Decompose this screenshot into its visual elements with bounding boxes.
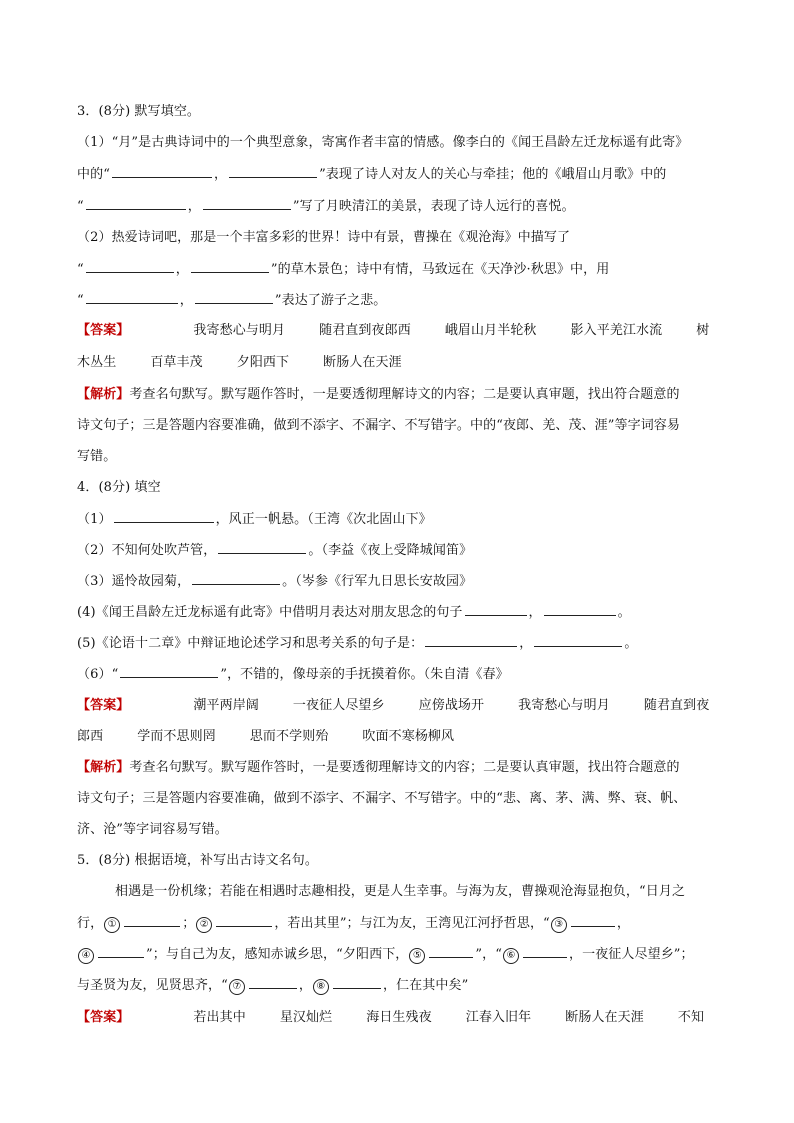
text: (4)《闻王昌龄左迁龙标遥有此寄》中借明月表达对朋友思念的句子	[77, 605, 463, 620]
fill-blank[interactable]	[523, 945, 567, 958]
answer-item: 树	[696, 323, 710, 338]
text: ，	[179, 293, 193, 308]
fill-blank[interactable]	[114, 510, 214, 523]
q3-line-6	[77, 291, 386, 310]
fill-blank[interactable]	[86, 197, 186, 210]
text: 。（李益《夜上受降城闻笛》	[308, 543, 473, 558]
fill-blank[interactable]	[465, 603, 527, 616]
text: （2）不知何处吹芦管，	[77, 543, 217, 558]
q3-answer-line-2	[77, 354, 436, 372]
text: “	[77, 199, 84, 214]
answer-tag: 【答案】	[77, 698, 130, 713]
text: “	[77, 293, 84, 308]
text: ，	[528, 605, 542, 620]
q5-paragraph-line-3	[77, 945, 694, 964]
blank-number-2: ②	[196, 917, 212, 933]
q3-analysis-line-3: 写错。	[77, 449, 117, 464]
q4-item-4	[77, 603, 631, 622]
answer-item: 学而不思则罔	[137, 729, 216, 744]
answer-item: 随君直到夜郎西	[319, 323, 411, 338]
q3-line-2	[77, 165, 666, 184]
text: 中的“	[77, 167, 110, 182]
text: ，	[298, 978, 312, 993]
fill-blank[interactable]	[544, 603, 616, 616]
text: ，	[616, 916, 630, 931]
blank-number-4: ④	[78, 948, 94, 964]
answer-item: 夕阳西下	[236, 355, 290, 370]
answer-item: 不知	[677, 1010, 705, 1025]
q5-paragraph-line-1: 相遇是一份机缘；若能在相遇时志趣相投，更是人生幸事。与海为友，曹操观沧海显抱负，“日月之	[115, 884, 686, 899]
blank-number-5: ⑤	[409, 948, 425, 964]
q3-line-4: （2）热爱诗词吧，那是一个丰富多彩的世界！诗中有景，曹操在《观沧海》中描写了	[77, 230, 571, 245]
text: ”，“	[475, 947, 502, 962]
fill-blank[interactable]	[203, 197, 291, 210]
text: “	[77, 262, 84, 277]
q4-answer-line-1	[77, 697, 709, 715]
q4-analysis-line-2: 诗文句子；三是答题内容要准确，做到不添字、不漏字、不写错字。中的“悲、离、茅、满、弊、衰、帆、	[77, 791, 687, 806]
text: ，	[213, 167, 228, 182]
fill-blank[interactable]	[218, 541, 306, 554]
fill-blank[interactable]	[192, 572, 280, 585]
q3-line-5	[77, 260, 609, 279]
fill-blank[interactable]	[124, 914, 180, 927]
text: ，	[175, 262, 189, 277]
analysis-text: 考查名句默写。默写题作答时，一是要透彻理解诗文的内容；二是要认真审题，找出符合题意的	[129, 387, 680, 402]
text: ，	[187, 199, 201, 214]
text: (5)《论语十二章》中辩证地论述学习和思考关系的句子是：	[77, 636, 424, 651]
text: 行，	[77, 916, 104, 931]
q3-analysis-line-2: 诗文句子；三是答题内容要准确，做到不添字、不漏字、不写错字。中的“夜郎、羌、茂、涯”等字词容易	[77, 418, 680, 433]
text: ”写了月映清江的美景，表现了诗人远行的喜悦。	[292, 199, 575, 214]
fill-blank[interactable]	[98, 945, 144, 958]
answer-item: 木丛生	[77, 355, 117, 370]
answer-item: 潮平两岸阔	[193, 698, 259, 713]
blank-number-3: ③	[551, 917, 567, 933]
text: ，仁在其中矣”	[382, 978, 469, 993]
fill-blank[interactable]	[86, 291, 178, 304]
answer-item: 断肠人在天涯	[565, 1010, 644, 1025]
q4-item-5	[77, 634, 637, 653]
q4-answer-line-2	[77, 728, 488, 746]
text: ”的草木景色；诗中有情，马致远在《天净沙·秋思》中，用	[270, 262, 610, 277]
blank-number-1: ①	[104, 917, 120, 933]
analysis-tag: 【解析】	[77, 387, 130, 402]
answer-tag: 【答案】	[77, 1010, 130, 1025]
q5-answer-line-1	[77, 1009, 704, 1027]
answer-item: 若出其中	[193, 1010, 246, 1025]
text: ”，不错的，像母亲的手抚摸着你。（朱自清《春》	[220, 667, 509, 682]
text: （6）“	[77, 667, 119, 682]
text: ，一夜征人尽望乡”；	[569, 947, 694, 962]
text: 。（岑参《行军九日思长安故园》	[282, 574, 473, 589]
fill-blank[interactable]	[195, 291, 273, 304]
fill-blank[interactable]	[229, 165, 317, 178]
answer-item: 峨眉山月半轮秋	[444, 323, 537, 338]
analysis-text: 考查名句默写。默写题作答时，一是要透彻理解诗文的内容；二是要认真审题，找出符合题意的	[129, 760, 680, 775]
answer-item: 应傍战场开	[418, 698, 485, 713]
q3-line-3	[77, 197, 575, 216]
text: ；	[182, 916, 196, 931]
text: ”表现了诗人对友人的关心与牵挂；他的《峨眉山月歌》中的	[319, 167, 667, 182]
text: （3）遥怜故园菊，	[77, 574, 191, 589]
q4-item-2	[77, 541, 472, 560]
q4-header: 4．(8分) 填空	[77, 480, 161, 495]
text: （1）	[77, 512, 112, 527]
answer-item: 一夜征人尽望乡	[292, 698, 385, 713]
answer-item: 我寄愁心与明月	[193, 323, 286, 338]
text: ”；与自己为友，感知赤诚乡思，“夕阳西下，	[146, 947, 409, 962]
text: 。	[617, 605, 631, 620]
q5-paragraph-line-2	[77, 914, 630, 933]
fill-blank[interactable]	[249, 976, 297, 989]
answer-item: 江春入旧年	[465, 1010, 532, 1025]
q4-item-1	[77, 510, 432, 529]
q3-line-1: （1）“月”是古典诗词中的一个典型意象，寄寓作者丰富的情感。像李白的《闻王昌龄左迁龙标遥有此寄》	[77, 135, 689, 150]
text: 与圣贤为友，见贤思齐，“	[77, 978, 228, 993]
answer-item: 郎西	[77, 729, 104, 744]
q3-analysis-line-1	[77, 386, 680, 404]
answer-item: 我寄愁心与明月	[518, 698, 610, 713]
answer-item: 星汉灿烂	[279, 1010, 333, 1025]
blank-number-6: ⑥	[503, 948, 519, 964]
q5-paragraph-line-4	[77, 976, 468, 995]
answer-item: 海日生残夜	[366, 1010, 432, 1025]
blank-number-7: ⑦	[229, 979, 245, 995]
text: ，风正一帆悬。（王湾《次北固山下》	[215, 512, 432, 527]
text: ，若出其里”；与江为友，王湾见江河抒哲思，“	[274, 916, 550, 931]
q4-analysis-line-3: 济、沧”等字词容易写错。	[77, 822, 228, 837]
answer-tag: 【答案】	[77, 323, 130, 338]
answer-item: 影入平羌江水流	[570, 323, 663, 338]
q4-item-3	[77, 572, 472, 591]
fill-blank[interactable]	[112, 165, 212, 178]
q5-header: 5．(8分) 根据语境，补写出古诗文名句。	[77, 853, 318, 868]
answer-item: 断肠人在天涯	[323, 355, 402, 370]
fill-blank[interactable]	[216, 914, 272, 927]
text: 。	[624, 636, 638, 651]
fill-blank[interactable]	[86, 260, 174, 273]
fill-blank[interactable]	[333, 976, 381, 989]
fill-blank[interactable]	[534, 634, 622, 647]
answer-item: 思而不学则殆	[249, 729, 329, 744]
text: ，	[519, 636, 533, 651]
fill-blank[interactable]	[120, 665, 218, 678]
fill-blank[interactable]	[429, 945, 473, 958]
q4-analysis-line-1	[77, 759, 680, 777]
q4-item-6	[77, 665, 509, 684]
q3-header: 3．(8分) 默写填空。	[77, 104, 201, 119]
answer-item: 随君直到夜	[643, 698, 710, 713]
q3-answer-line-1	[77, 322, 709, 340]
fill-blank[interactable]	[425, 634, 517, 647]
text: ”表达了游子之悲。	[274, 293, 387, 308]
answer-item: 吹面不寒杨柳风	[362, 729, 455, 744]
answer-item: 百草丰茂	[150, 355, 203, 370]
fill-blank[interactable]	[191, 260, 269, 273]
blank-number-8: ⑧	[313, 979, 329, 995]
analysis-tag: 【解析】	[77, 760, 130, 775]
fill-blank[interactable]	[571, 914, 615, 927]
